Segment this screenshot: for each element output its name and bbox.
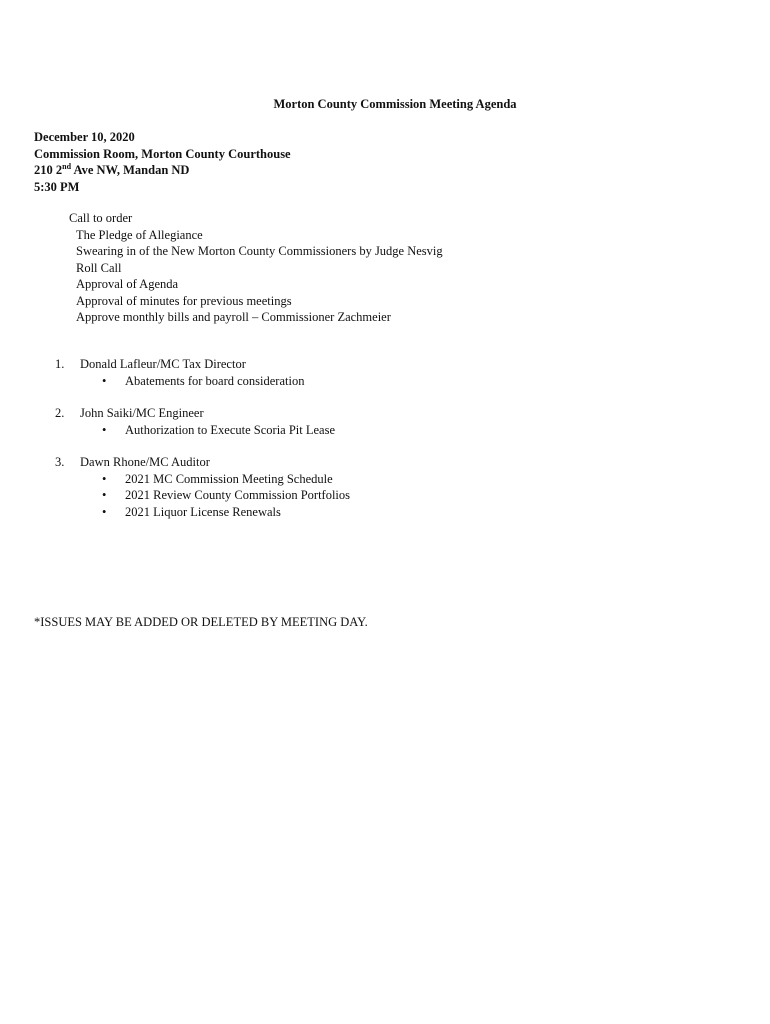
agenda-item	[55, 405, 655, 438]
agenda-item	[55, 454, 655, 520]
preliminary-item: Approve monthly bills and payroll – Commissioner Zachmeier	[76, 310, 391, 324]
agenda-bullet	[55, 471, 655, 488]
agenda-item-heading	[55, 356, 655, 373]
address-suffix: Ave NW, Mandan ND	[71, 163, 190, 177]
agenda-item-presenter: John Saiki/MC Engineer	[80, 406, 204, 420]
footer-note: *ISSUES MAY BE ADDED OR DELETED BY MEETING DAY.	[34, 615, 368, 629]
call-to-order: Call to order	[69, 211, 133, 225]
preliminary-item: Approval of Agenda	[76, 277, 179, 291]
agenda-bullet	[55, 373, 655, 390]
preliminary-item: The Pledge of Allegiance	[76, 227, 203, 242]
preliminary-items	[69, 210, 443, 326]
preliminary-item: Swearing in of the New Morton County Commissioners by Judge Nesvig	[76, 244, 443, 258]
agenda-bullet	[55, 422, 655, 439]
bullet-icon: •	[102, 373, 107, 388]
meeting-address	[34, 162, 291, 179]
agenda-list	[55, 356, 655, 536]
agenda-item-number: 1.	[55, 357, 65, 371]
bullet-icon: •	[102, 488, 107, 502]
agenda-item-heading	[55, 454, 655, 471]
agenda-bullet-text: Abatements for board consideration	[125, 373, 305, 388]
meeting-time: 5:30 PM	[34, 179, 80, 194]
agenda-item-presenter: Donald Lafleur/MC Tax Director	[80, 357, 246, 371]
document-title: Morton County Commission Meeting Agenda	[273, 97, 517, 111]
agenda-item-number: 2.	[55, 406, 65, 420]
agenda-bullet-text: 2021 MC Commission Meeting Schedule	[125, 471, 333, 486]
agenda-bullet-text: Authorization to Execute Scoria Pit Lease	[125, 422, 336, 437]
agenda-item-number: 3.	[55, 455, 65, 469]
meeting-location: Commission Room, Morton County Courthouse	[34, 146, 291, 161]
meeting-info	[34, 129, 291, 195]
agenda-item	[55, 356, 655, 389]
agenda-bullet-text: 2021 Liquor License Renewals	[125, 504, 281, 519]
agenda-item-presenter: Dawn Rhone/MC Auditor	[80, 455, 210, 469]
bullet-icon: •	[102, 422, 107, 437]
agenda-item-heading	[55, 405, 655, 422]
meeting-date: December 10, 2020	[34, 130, 135, 144]
agenda-bullet	[55, 504, 655, 521]
bullet-icon: •	[102, 504, 107, 519]
address-superscript: nd	[62, 162, 72, 171]
agenda-bullet	[55, 487, 655, 504]
agenda-bullet-text: 2021 Review County Commission Portfolios	[125, 488, 351, 502]
address-prefix: 210 2	[34, 163, 63, 177]
bullet-icon: •	[102, 471, 107, 486]
preliminary-item: Approval of minutes for previous meetings	[76, 293, 292, 308]
preliminary-item: Roll Call	[76, 260, 122, 275]
